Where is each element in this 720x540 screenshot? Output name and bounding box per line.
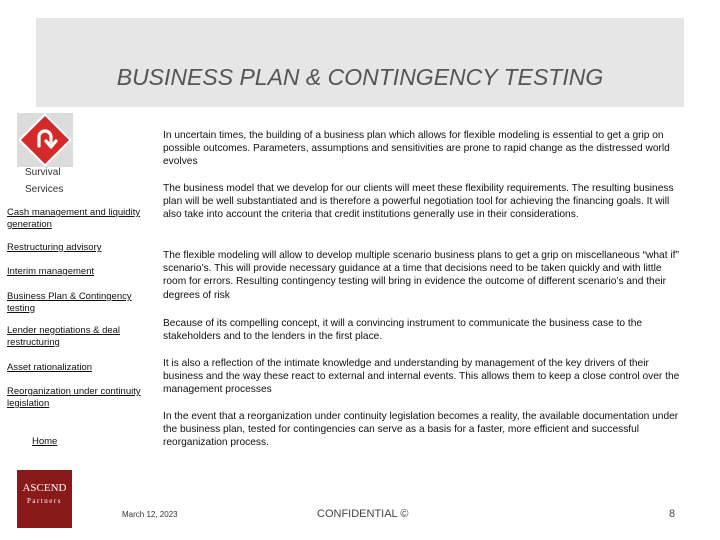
footer-date: March 12, 2023: [122, 510, 178, 519]
u-turn-arrow-icon: [17, 113, 73, 167]
nav-business-plan[interactable]: Business Plan & Contingency testing: [7, 291, 132, 314]
services-label: Services: [25, 184, 64, 195]
home-link[interactable]: Home: [32, 436, 58, 447]
nav-interim-management[interactable]: Interim management: [7, 266, 95, 277]
nav-restructuring-advisory[interactable]: Restructuring advisory: [7, 242, 102, 253]
footer-confidential: CONFIDENTIAL ©: [317, 508, 409, 520]
survival-label: Survival: [25, 167, 61, 178]
paragraph-6: In the event that a reorganization under continuity legislation becomes a reality, the available documentation under the business plan, tested for contingencies can serve as a basis for a faster, more efficient and successful reorganization process.: [163, 411, 679, 449]
paragraph-5: It is also a reflection of the intimate knowledge and understanding by management of the key drivers of their business and the way these react to external and internal events. This allows them to keep a close control over the management processes: [163, 358, 680, 396]
logo-sub: Partners: [27, 497, 62, 505]
ascend-partners-logo: [17, 470, 72, 528]
logo-name: ASCEND: [22, 482, 67, 494]
title-band: [36, 18, 684, 107]
nav-reorganization[interactable]: Reorganization under continuity legislation: [7, 386, 141, 409]
nav-lender-negotiations[interactable]: Lender negotiations & deal restructuring: [7, 325, 121, 348]
paragraph-3: The flexible modeling will allow to develop multiple scenario business plans to get a grip on miscellaneous “what if” scenario’s. This will provide necessary guidance at a time that decisions need to be taken quickly and with little room for errors. Resulting contingency testing will bring in evidence the outcome of different scenario’s and their degrees of risk: [163, 250, 679, 301]
page-number: 8: [669, 508, 676, 520]
paragraph-1: In uncertain times, the building of a business plan which allows for flexible modeling is essential to get a grip on possible outcomes. Parameters, assumptions and sensitivities are prone to rapid change as the distressed world evolves: [163, 130, 670, 168]
survival-logo: [17, 113, 73, 167]
paragraph-4: Because of its compelling concept, it will a convincing instrument to communicate the business case to the stakeholders and to the lenders in the first place.: [163, 318, 643, 343]
nav-asset-rationalization[interactable]: Asset rationalization: [7, 362, 93, 373]
paragraph-2: The business model that we develop for our clients will meet these flexibility requirements. The resulting business plan will be well substantiated and is therefore a powerful negotiation tool for achieving the financing goals. It will also take into account the criteria that credit institutions generally use in their considerations.: [163, 183, 674, 221]
page-title: BUSINESS PLAN & CONTINGENCY TESTING: [116, 64, 604, 90]
nav-cash-management[interactable]: Cash management and liquidity generation: [7, 207, 141, 230]
